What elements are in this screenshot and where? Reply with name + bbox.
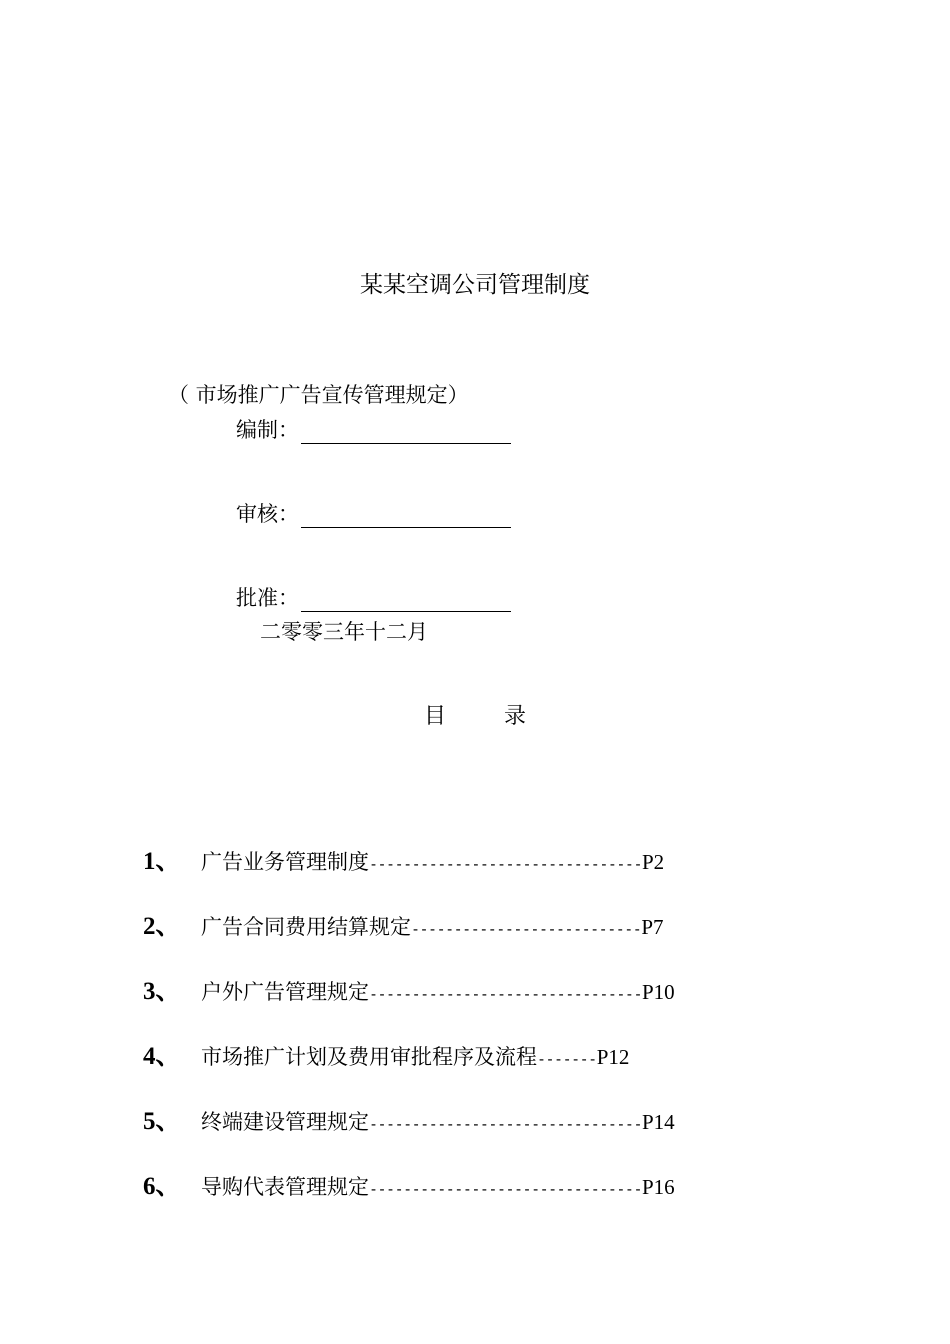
- signature-label: 审核：: [236, 502, 299, 526]
- toc-item-leader: ---------------------------: [411, 920, 642, 938]
- toc-item-number: 1、: [143, 848, 181, 875]
- toc-item: [143, 1108, 675, 1138]
- toc-item-leader: --------------------------------: [369, 1115, 642, 1133]
- toc-item: [143, 913, 664, 943]
- toc-item-leader: --------------------------------: [369, 1180, 642, 1198]
- toc-item-title: 导购代表管理规定: [201, 1175, 369, 1199]
- document-title: 某某空调公司管理制度: [360, 272, 590, 298]
- signature-row-reviewed: [236, 500, 511, 528]
- toc-item-number: 3、: [143, 978, 181, 1005]
- toc-item-title: 广告业务管理制度: [201, 850, 369, 874]
- toc-item-page: P10: [641, 980, 675, 1004]
- signature-row-compiled: [236, 416, 511, 444]
- toc-item-title: 户外广告管理规定: [201, 980, 369, 1004]
- toc-item-number: 6、: [143, 1173, 181, 1200]
- document-subtitle: （ 市场推广广告宣传管理规定）: [168, 383, 469, 407]
- toc-item: [143, 848, 664, 878]
- toc-item: [143, 978, 675, 1008]
- toc-item-page: P16: [641, 1175, 675, 1199]
- document-date: 二零零三年十二月: [260, 620, 428, 644]
- toc-item-leader: --------------------------------: [369, 855, 642, 873]
- toc-item-page: P14: [641, 1110, 675, 1134]
- toc-item-page: P7: [641, 915, 664, 939]
- toc-item-title: 市场推广计划及费用审批程序及流程: [201, 1045, 537, 1069]
- toc-item-page: P12: [596, 1045, 630, 1069]
- toc-item-number: 4、: [143, 1043, 181, 1070]
- signature-label: 编制：: [236, 418, 299, 442]
- toc-item-number: 2、: [143, 913, 181, 940]
- toc-item-leader: -------: [537, 1050, 597, 1068]
- toc-item-title: 广告合同费用结算规定: [201, 915, 411, 939]
- signature-line: [301, 503, 511, 528]
- toc-item-page: P2: [641, 850, 665, 874]
- toc-item: [143, 1043, 629, 1073]
- toc-item-number: 5、: [143, 1108, 181, 1135]
- toc-item-title: 终端建设管理规定: [201, 1110, 369, 1134]
- signature-row-approved: [236, 584, 511, 612]
- toc-heading: 目录: [423, 704, 584, 729]
- toc-item-leader: --------------------------------: [369, 985, 642, 1003]
- signature-line: [301, 419, 511, 444]
- toc-item: [143, 1173, 675, 1203]
- signature-label: 批准：: [236, 586, 299, 610]
- signature-line: [301, 587, 511, 612]
